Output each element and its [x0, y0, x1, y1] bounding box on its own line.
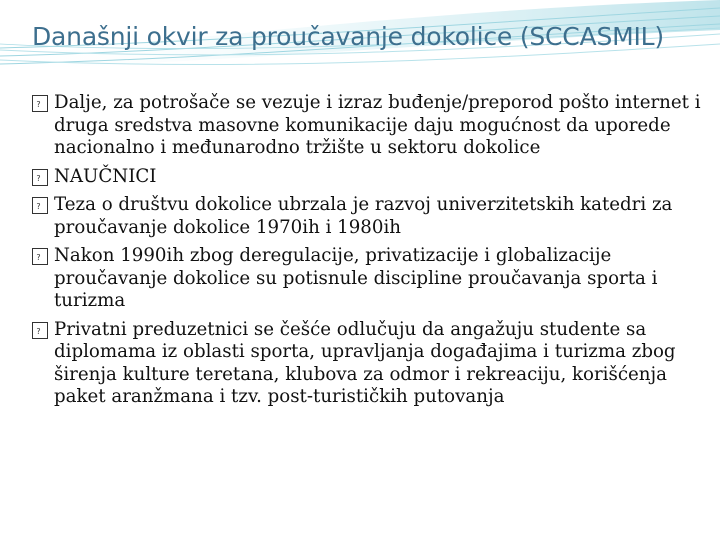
missing-glyph-icon — [32, 197, 48, 214]
svg-text:?: ? — [36, 253, 41, 262]
svg-text:?: ? — [36, 202, 41, 211]
missing-glyph-icon — [32, 322, 48, 339]
bullet-text: Teza o društvu dokolice ubrzala je razvoj univerzitetskih katedri za proučavanje dokolice 1970ih i 1980ih — [54, 194, 673, 238]
svg-text:?: ? — [36, 326, 41, 336]
bullet-text: Dalje, za potrošače se vezuje i izraz buđenje/preporod pošto internet i druga sredstva masovne komunikacije daju mogućnost da uporede nacionalno i međunarodno tržište u sektoru dokolice — [54, 92, 701, 158]
slide-title: Današnji okvir za proučavanje dokolice (SCCASMIL) — [32, 22, 664, 51]
bullet-item — [32, 166, 702, 189]
bullet-list — [32, 92, 702, 415]
missing-glyph-icon — [32, 95, 48, 112]
bullet-text: NAUČNICI — [54, 165, 157, 187]
bullet-text: Privatni preduzetnici se češće odlučuju da angažuju studente sa diplomama iz oblasti sporta, upravljanja događajima i turizma zbog širenja kulture teretana, klubova za odmor i rekreaciju, korišćenja paket aranžmana i tzv. post-turističkih putovanja — [54, 318, 676, 407]
missing-glyph-icon — [32, 169, 48, 186]
missing-glyph-icon — [32, 248, 48, 265]
bullet-item — [32, 92, 702, 160]
bullet-item — [32, 194, 702, 239]
bullet-item — [32, 245, 702, 313]
bullet-item — [32, 319, 702, 409]
bullet-text: Nakon 1990ih zbog deregulacije, privatizacije i globalizacije proučavanje dokolice su potisnule discipline proučavanja sporta i turizma — [54, 245, 658, 311]
svg-text:?: ? — [36, 173, 41, 183]
svg-text:?: ? — [36, 100, 41, 109]
